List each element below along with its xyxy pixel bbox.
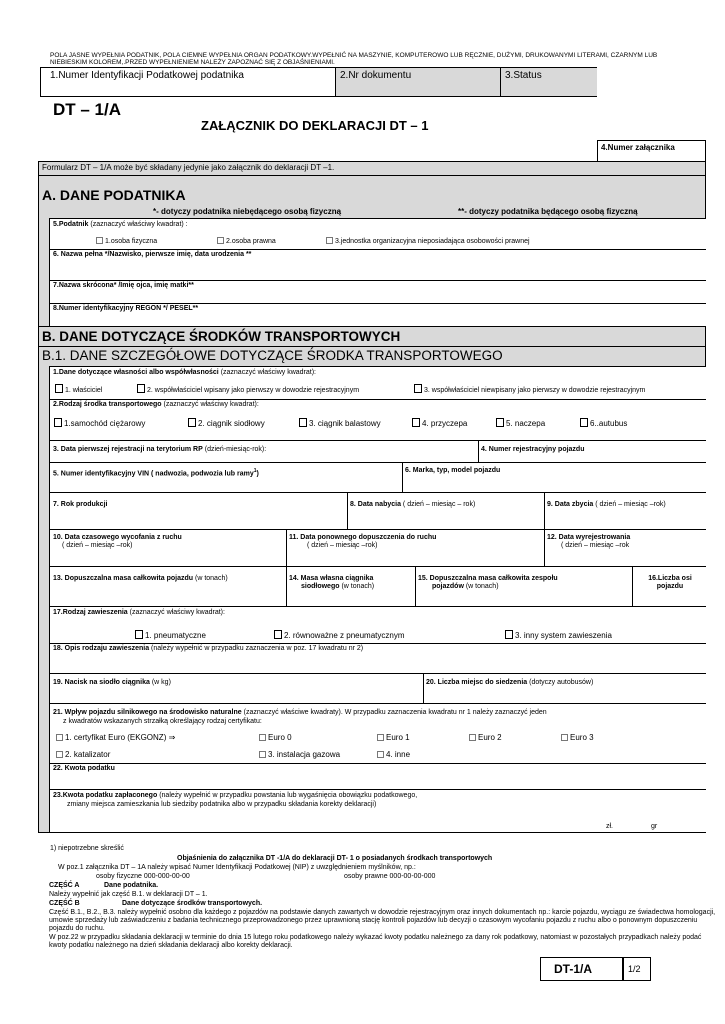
section-b-title: B. DANE DOTYCZĄCE ŚRODKÓW TRANSPORTOWYCH xyxy=(42,329,401,344)
checkbox-icon[interactable] xyxy=(137,384,145,393)
checkbox-icon[interactable] xyxy=(326,237,333,244)
b21-opt2[interactable] xyxy=(56,750,110,759)
doc-no-field xyxy=(335,68,501,96)
b21-euro1[interactable] xyxy=(377,733,410,742)
b16-label: 16.Liczba osi xyxy=(648,575,692,582)
b1-opt2-label: 2. współwłaściciel wpisany jako pierwszy w dowodzie rejestracyjnym xyxy=(147,387,360,394)
b21-euro3-label: Euro 3 xyxy=(570,733,594,742)
b11-label: 11. Data ponownego dopuszczenia do ruchu xyxy=(289,534,437,541)
b21-opt3-label: 3. instalacja gazowa xyxy=(268,750,341,759)
b6-field[interactable]: 6. Marka, typ, model pojazdu xyxy=(405,467,501,474)
b2-opt6-label: 6..autubus xyxy=(590,419,628,428)
checkbox-icon[interactable] xyxy=(377,734,384,741)
b15-hint: (w tonach) xyxy=(465,583,499,590)
section-b1-title: B.1. DANE SZCZEGÓŁOWE DOTYCZĄCE ŚRODKA TRANSPORTOWEGO xyxy=(42,348,503,363)
checkbox-icon[interactable] xyxy=(496,418,504,427)
checkbox-icon[interactable] xyxy=(188,418,196,427)
b14-label: 14. Masa własna ciągnika xyxy=(289,575,374,582)
b9-field[interactable] xyxy=(547,501,666,509)
b1-opt2[interactable] xyxy=(137,384,359,395)
b21-euro3[interactable] xyxy=(561,733,594,742)
a7-field[interactable]: 7.Nazwa skrócona* /Imię ojca, imię matki** xyxy=(53,282,194,289)
checkbox-icon[interactable] xyxy=(96,237,103,244)
b15-label: 15. Dopuszczalna masa całkowita zespołu xyxy=(418,575,558,582)
b20-hint: (dotyczy autobusów) xyxy=(529,679,594,686)
b16-field[interactable] xyxy=(635,575,705,591)
attachment-no-label: 4.Numer załącznika xyxy=(601,143,675,152)
b14-hint: (w tonach) xyxy=(341,583,375,590)
b22-field[interactable]: 22. Kwota podatku xyxy=(53,765,115,772)
form-title: ZAŁĄCZNIK DO DEKLARACJI DT – 1 xyxy=(201,118,429,133)
b2-label xyxy=(53,401,259,409)
b1-opt3-label: 3. współwłaściciel niewpisany jako pierwszy w dowodzie rejestracyjnym xyxy=(424,387,646,394)
b11-hint: ( dzień – miesiąc –rok) xyxy=(307,542,378,549)
b21-opt2-label: 2. katalizator xyxy=(65,750,111,759)
b2-opt5-label: 5. naczepa xyxy=(506,419,546,428)
checkbox-icon[interactable] xyxy=(469,734,476,741)
checkbox-icon[interactable] xyxy=(135,630,143,639)
status-label: 3.Status xyxy=(505,70,542,81)
b21-euro2[interactable] xyxy=(469,733,502,742)
b21-hint2: z kwadratów wskazanych strzałką określający rodzaj certyfikatu: xyxy=(63,718,262,725)
b2-opt1-label: 1.samochód ciężarowy xyxy=(64,419,146,428)
doc-no-label: 2.Nr dokumentu xyxy=(340,70,412,81)
header-note: POLA JASNE WYPEŁNIA PODATNIK, POLA CIEMNE WYPEŁNIA ORGAN PODATKOWY.WYPEŁNIĆ NA MASZYNIE, KOMPUTEROWO LUB RĘCZNIE, DUŻYMI, DRUKOWANYMI LITERAMI, CZARNYM LUB NIEBIESKIM KOLOREM,.PRZED WYPEŁNIENIEM NALEŻY ZAPOZNAĆ SIĘ Z OBJAŚNIENIAMI. xyxy=(50,52,658,66)
b12-hint: ( dzień – miesiąc –rok xyxy=(561,542,630,549)
checkbox-icon[interactable] xyxy=(217,237,224,244)
b8-hint: ( dzień – miesiąc – rok) xyxy=(402,501,476,508)
b14-field[interactable] xyxy=(289,575,414,591)
explanations-line4: Należy wypełnić jak część B.1. w deklaracji DT – 1. xyxy=(49,891,208,898)
explanations-line1: W poz.1 załącznika DT – 1A należy wpisać Numer Identyfikacji Podatkowej (NIP) z uwzględnieniem myślników, np.: xyxy=(58,864,416,871)
b21-label xyxy=(53,709,547,717)
section-a-note2: **- dotyczy podatnika będącego osobą fizyczną xyxy=(458,207,638,216)
b9-hint: ( dzień – miesiąc –rok) xyxy=(595,501,666,508)
b19-hint: (w kg) xyxy=(151,679,171,686)
b21-opt1[interactable] xyxy=(56,733,175,742)
b17-opt3-label: 3. inny system zawieszenia xyxy=(515,631,612,640)
b13-hint: (w tonach) xyxy=(195,575,228,582)
b1-hint: (zaznaczyć właściwy kwadrat): xyxy=(220,369,316,376)
form-code: DT – 1/A xyxy=(53,100,122,119)
explanations-nip-person: osoby fizyczne 000-000-00-00 xyxy=(96,873,190,880)
checkbox-icon[interactable] xyxy=(299,418,307,427)
b5-label-end: ) xyxy=(256,470,259,478)
b21-euro0-label: Euro 0 xyxy=(268,733,292,742)
checkbox-icon[interactable] xyxy=(259,751,266,758)
b23-hint: (należy wypełnić w przypadku powstania lub wygaśnięcia obowiązku podatkowego, xyxy=(159,792,418,799)
b18-label: 18. Opis rodzaju zawieszenia xyxy=(53,645,150,652)
explanations-nip-company: osoby prawne 000-00-00-000 xyxy=(344,873,436,880)
b10-label: 10. Data czasowego wycofania z ruchu xyxy=(53,534,182,541)
checkbox-icon[interactable] xyxy=(55,384,63,393)
explanations-part-a: CZĘŚĆ A xyxy=(49,882,80,889)
b18-hint: (należy wypełnić w przypadku zaznaczenia w poz. 17 kwadratu nr 2) xyxy=(151,645,364,652)
b17-opt1[interactable] xyxy=(135,630,206,640)
b21-label-text: 21. Wpływ pojazdu silnikowego na środowisko naturalne xyxy=(53,709,242,716)
b19-field[interactable] xyxy=(53,679,171,687)
b17-opt1-label: 1. pneumatyczne xyxy=(145,631,206,640)
b2-opt3-label: 3. ciągnik balastowy xyxy=(309,419,381,428)
b23-label: 23.Kwota podatku zapłaconego xyxy=(53,792,158,799)
b5-field[interactable] xyxy=(53,467,259,478)
b4-field[interactable]: 4. Numer rejestracyjny pojazdu xyxy=(481,446,585,453)
section-a-body xyxy=(49,218,706,326)
b23-hint2: zmiany miejsca zamieszkania lub siedziby podatnika albo w przypadku składania korekty deklaracji) xyxy=(67,801,377,808)
b17-opt2-label: 2. równoważne z pneumatycznym xyxy=(284,631,405,640)
b21-opt4[interactable] xyxy=(377,750,410,759)
page-number-box xyxy=(623,957,651,981)
b17-hint: (zaznaczyć właściwy kwadrat): xyxy=(129,609,225,616)
b15-label2: pojazdów xyxy=(432,583,464,590)
b9-label: 9. Data zbycia xyxy=(547,501,594,508)
b21-hint: (zaznaczyć właściwe kwadraty). W przypadku zaznaczenia kwadratu nr 1 należy zaznaczyć jeden xyxy=(243,709,547,716)
b21-euro2-label: Euro 2 xyxy=(478,733,502,742)
b8-label: 8. Data nabycia xyxy=(350,501,401,508)
a6-field[interactable]: 6. Nazwa pełna */Nazwisko, pierwsze imię, data urodzenia ** xyxy=(53,251,252,258)
a5-opt1[interactable] xyxy=(96,237,157,246)
b3-field[interactable] xyxy=(53,446,266,454)
intro-text: Formularz DT – 1/A może być składany jedynie jako załącznik do deklaracji DT –1. xyxy=(42,163,335,172)
b10-field[interactable] xyxy=(53,534,182,550)
b17-label xyxy=(53,609,225,617)
explanations-title: Objaśnienia do załącznika DT -1/A do deklaracji DT- 1 o posiadanych środkach transportowych xyxy=(177,855,493,862)
a5-label xyxy=(53,221,188,229)
b21-euro0[interactable] xyxy=(259,733,292,742)
b12-label: 12. Data wyrejestrowania xyxy=(547,534,631,541)
checkbox-icon[interactable] xyxy=(56,751,63,758)
explanations-line7: W poz.22 w przypadku składania deklaracji w terminie do dnia 15 lutego roku podatkowego należy wykazać kwoty podatku należnego za dany rok podatkowy, natomiast w pozostałych przypadkach należy podać kwoty podatku należnego na dzień składania deklaracji albo korekty deklaracji. xyxy=(49,934,702,949)
b5-footnote-mark: 1 xyxy=(253,468,257,474)
b12-field[interactable] xyxy=(547,534,630,550)
explanations-part-b: CZĘŚĆ B xyxy=(49,900,80,907)
b5-label: 5. Numer identyfikacyjny VIN ( nadwozia, podwozia lub ramy xyxy=(53,470,254,478)
currency-gr: gr xyxy=(651,823,658,830)
b11-field[interactable] xyxy=(289,534,436,550)
explanations-part-a-title: Dane podatnika. xyxy=(104,882,159,889)
nip-field[interactable]: 1.Numer Identyfikacji Podatkowej podatnika xyxy=(50,70,244,81)
a8-field[interactable]: 8.Numer identyfikacyjny REGON */ PESEL** xyxy=(53,305,199,312)
b14-label2: siodłowego xyxy=(301,583,340,590)
checkbox-icon[interactable] xyxy=(580,418,588,427)
b2-opt6[interactable] xyxy=(580,418,627,428)
b1-opt3[interactable] xyxy=(414,384,645,395)
b15-field[interactable] xyxy=(418,575,558,591)
b2-opt2-label: 2. ciągnik siodłowy xyxy=(198,419,265,428)
footer-code: DT-1/A xyxy=(554,962,593,976)
a5-opt3[interactable] xyxy=(326,237,530,246)
b2-hint: (zaznaczyć właściwy kwadrat): xyxy=(163,401,259,408)
b21-opt4-label: 4. inne xyxy=(386,750,411,759)
b17-opt2[interactable] xyxy=(274,630,405,640)
footer-code-box xyxy=(540,957,623,981)
currency-zl: zł. xyxy=(606,823,613,830)
b1-label-text: 1.Dane dotyczące własności albo współwłasności xyxy=(53,369,219,376)
top-fields-row xyxy=(40,67,597,97)
section-a-note1: *- dotyczy podatnika niebędącego osobą fizyczną xyxy=(153,207,342,216)
section-b-body xyxy=(49,366,706,832)
b2-opt5[interactable] xyxy=(496,418,545,428)
a5-hint: (zaznaczyć właściwy kwadrat) : xyxy=(90,221,188,228)
b1-label xyxy=(53,369,316,377)
b2-opt3[interactable] xyxy=(299,418,381,428)
explanations-line6: Część B.1., B.2., B.3. należy wypełnić osobno dla każdego z pojazdów na podstawie danych zawartych w dowodzie rejestracyjnym oraz innych dokumentach np.: karcie pojazdu, wyciągu ze świadectwa homologacji, umowie sprzedaży lub zaświadczeniu z badania technicznego przeprowadzonego przez uprawnioną stację kontroli pojazdów lub decyzji o czasowym wycofaniu pojazdu z ruchu albo o ponownym dopuszczeniu pojazdu do ruchu. xyxy=(49,909,716,932)
b17-opt3[interactable] xyxy=(505,630,612,640)
b17-label-text: 17.Rodzaj zawieszenia xyxy=(53,609,128,616)
b2-label-text: 2.Rodzaj środka transportowego xyxy=(53,401,162,408)
b3-label: 3. Data pierwszej rejestracji na terytorium RP xyxy=(53,446,203,453)
b18-field[interactable] xyxy=(53,645,363,653)
a5-opt3-label: 3.jednostka organizacyjna nieposiadająca osobowości prawnej xyxy=(335,238,530,245)
b2-opt1[interactable] xyxy=(54,418,145,428)
b1-opt1[interactable] xyxy=(55,384,102,395)
page-number: 1/2 xyxy=(628,964,641,974)
b10-hint: ( dzień – miesiąc –rok) xyxy=(62,542,133,549)
b2-opt4-label: 4. przyczepa xyxy=(422,419,468,428)
a5-label-text: 5.Podatnik xyxy=(53,221,89,228)
b2-opt4[interactable] xyxy=(412,418,467,428)
b20-field[interactable] xyxy=(426,679,593,687)
b7-field[interactable]: 7. Rok produkcji xyxy=(53,501,108,508)
b19-label: 19. Nacisk na siodło ciągnika xyxy=(53,679,150,686)
checkbox-icon[interactable] xyxy=(377,751,384,758)
a5-opt1-label: 1.osoba fizyczna xyxy=(105,238,158,245)
explanations-part-b-title: Dane dotyczące środków transportowych. xyxy=(122,900,263,907)
checkbox-icon[interactable] xyxy=(274,630,282,639)
status-field xyxy=(500,68,597,96)
a5-opt2[interactable] xyxy=(217,237,276,246)
b13-field[interactable] xyxy=(53,575,228,583)
attachment-no-field[interactable] xyxy=(597,140,706,162)
b2-opt2[interactable] xyxy=(188,418,265,428)
b21-opt3[interactable] xyxy=(259,750,340,759)
footnote: 1) niepotrzebne skreślić xyxy=(50,845,124,852)
checkbox-icon[interactable] xyxy=(412,418,420,427)
checkbox-icon[interactable] xyxy=(505,630,513,639)
checkbox-icon[interactable] xyxy=(56,734,63,741)
checkbox-icon[interactable] xyxy=(561,734,568,741)
b8-field[interactable] xyxy=(350,501,475,509)
checkbox-icon[interactable] xyxy=(414,384,422,393)
b20-label: 20. Liczba miejsc do siedzenia xyxy=(426,679,528,686)
section-a-title: A. DANE PODATNIKA xyxy=(42,187,186,203)
b21-opt1-label: 1. certyfikat Euro (EKGONZ) ⇒ xyxy=(65,733,176,742)
b13-label: 13. Dopuszczalna masa całkowita pojazdu xyxy=(53,575,194,582)
b16-label2: pojazdu xyxy=(656,583,684,590)
b1-opt1-label: 1. właściciel xyxy=(65,387,103,394)
b23-field[interactable] xyxy=(53,792,417,800)
b3-hint: (dzień-miesiąc-rok): xyxy=(204,446,267,453)
checkbox-icon[interactable] xyxy=(259,734,266,741)
b21-euro1-label: Euro 1 xyxy=(386,733,410,742)
checkbox-icon[interactable] xyxy=(54,418,62,427)
a5-opt2-label: 2.osoba prawna xyxy=(226,238,276,245)
